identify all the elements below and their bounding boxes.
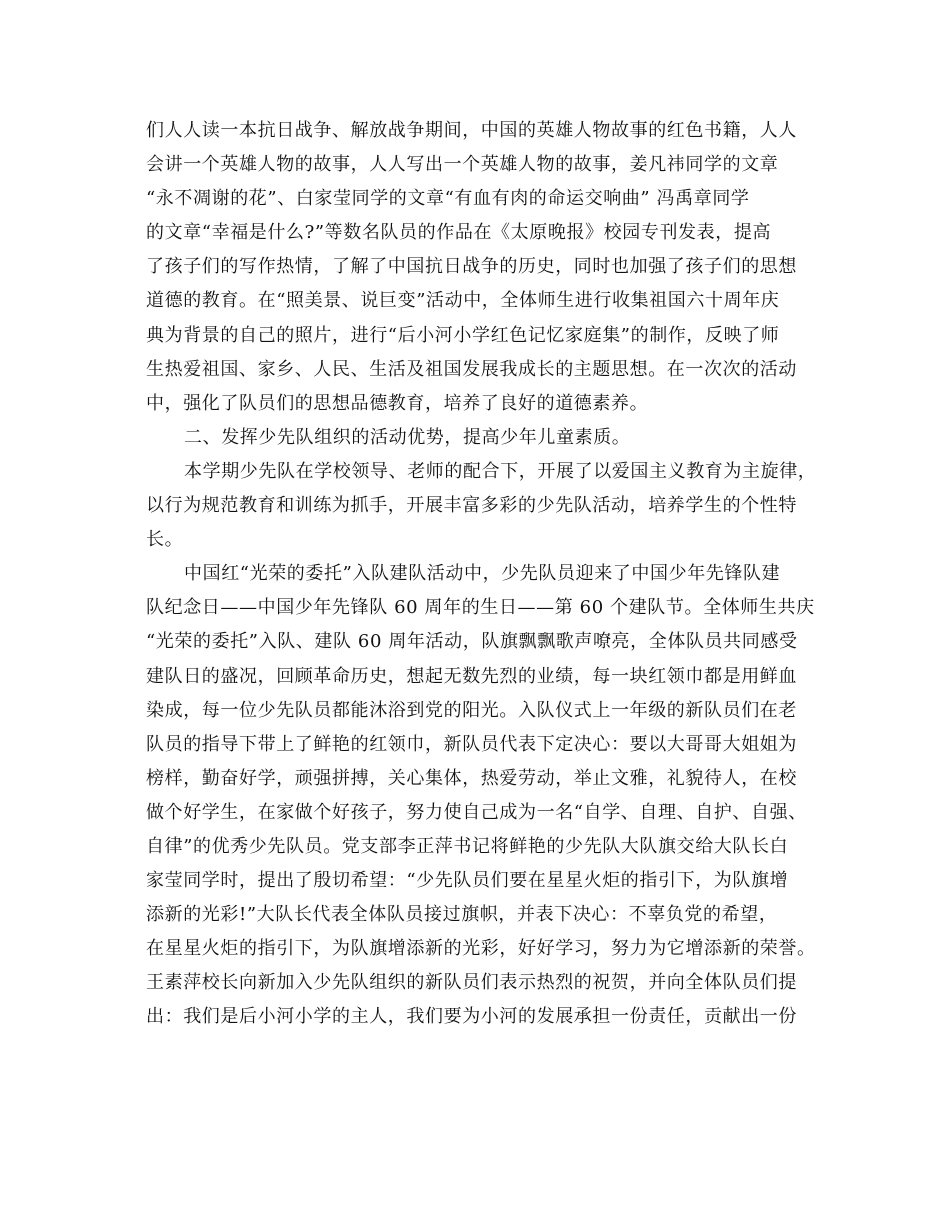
text-line: 自律”的优秀少先队员。党支部李正萍书记将鲜艳的少先队大队旗交给大队长白 bbox=[146, 835, 789, 857]
document-body bbox=[146, 114, 816, 1035]
text-line: 建队日的盛况，回顾革命历史，想起无数先烈的业绩，每一块红领巾都是用鲜血 bbox=[146, 665, 797, 687]
text-line: 中国红“光荣的委托”入队建队活动中，少先队员迎来了中国少年先锋队建 bbox=[184, 563, 781, 585]
text-line: 了孩子们的写作热情，了解了中国抗日战争的历史，同时也加强了孩子们的思想 bbox=[146, 256, 797, 278]
text-line: 榜样，勤奋好学，顽强拼搏，关心集体，热爱劳动，举止文雅，礼貌待人，在校 bbox=[146, 767, 797, 789]
text-line: 王素萍校长向新加入少先队组织的新队员们表示热烈的祝贺，并向全体队员们提 bbox=[146, 972, 797, 994]
text-line: 长。 bbox=[146, 529, 184, 551]
text-line: “永不凋谢的花”、白家莹同学的文章“有血有肉的命运交响曲” 冯禹章同学 bbox=[146, 188, 750, 210]
text-line: 中，强化了队员们的思想品德教育，培养了良好的道德素养。 bbox=[146, 392, 649, 414]
text-line: 本学期少先队在学校领导、老师的配合下，开展了以爱国主义教育为主旋律， bbox=[184, 460, 817, 482]
text-line: 生热爱祖国、家乡、人民、生活及祖国发展我成长的主题思想。在一次次的活动 bbox=[146, 358, 797, 380]
text-line: 队员的指导下带上了鲜艳的红领巾，新队员代表下定决心：要以大哥哥大姐姐为 bbox=[146, 733, 797, 755]
text-line: 二、发挥少先队组织的活动优势，提高少年儿童素质。 bbox=[184, 426, 631, 448]
text-line: 出：我们是后小河小学的主人，我们要为小河的发展承担一份责任，贡献出一份 bbox=[146, 1006, 797, 1028]
text-line: 以行为规范教育和训练为抓手，开展丰富多彩的少先队活动，培养学生的个性特 bbox=[146, 495, 797, 517]
text-line: 们人人读一本抗日战争、解放战争期间，中国的英雄人物故事的红色书籍，人人 bbox=[146, 120, 797, 141]
text-line: 会讲一个英雄人物的故事，人人写出一个英雄人物的故事，姜凡祎同学的文章 bbox=[146, 154, 779, 176]
text-line: 的文章“幸福是什么?”等数名队员的作品在《太原晚报》校园专刊发表，提高 bbox=[146, 222, 772, 244]
text-line: 添新的光彩!”大队长代表全体队员接过旗帜，并表下决心：不辜负党的希望， bbox=[146, 904, 778, 926]
text-line: 道德的教育。在“照美景、说巨变”活动中，全体师生进行收集祖国六十周年庆 bbox=[146, 290, 780, 312]
text-line: “光荣的委托”入队、建队 60 周年活动，队旗飘飘歌声嘹亮，全体队员共同感受 bbox=[146, 631, 798, 653]
text-line: 做个好学生，在家做个好孩子，努力使自己成为一名“自学、自理、自护、自强、 bbox=[146, 801, 807, 823]
text-line: 典为背景的自己的照片，进行“后小河小学红色记忆家庭集”的制作，反映了师 bbox=[146, 324, 780, 346]
text-line: 队纪念日——中国少年先锋队 60 周年的生日——第 60 个建队节。全体师生共庆 bbox=[146, 597, 815, 619]
text-line: 家莹同学时，提出了殷切希望：“少先队员们要在星星火炬的指引下，为队旗增 bbox=[146, 870, 789, 892]
text-line: 在星星火炬的指引下，为队旗增添新的光彩，好好学习，努力为它增添新的荣誉。 bbox=[146, 938, 816, 960]
text-line: 染成，每一位少先队员都能沐浴到党的阳光。入队仪式上一年级的新队员们在老 bbox=[146, 699, 797, 721]
